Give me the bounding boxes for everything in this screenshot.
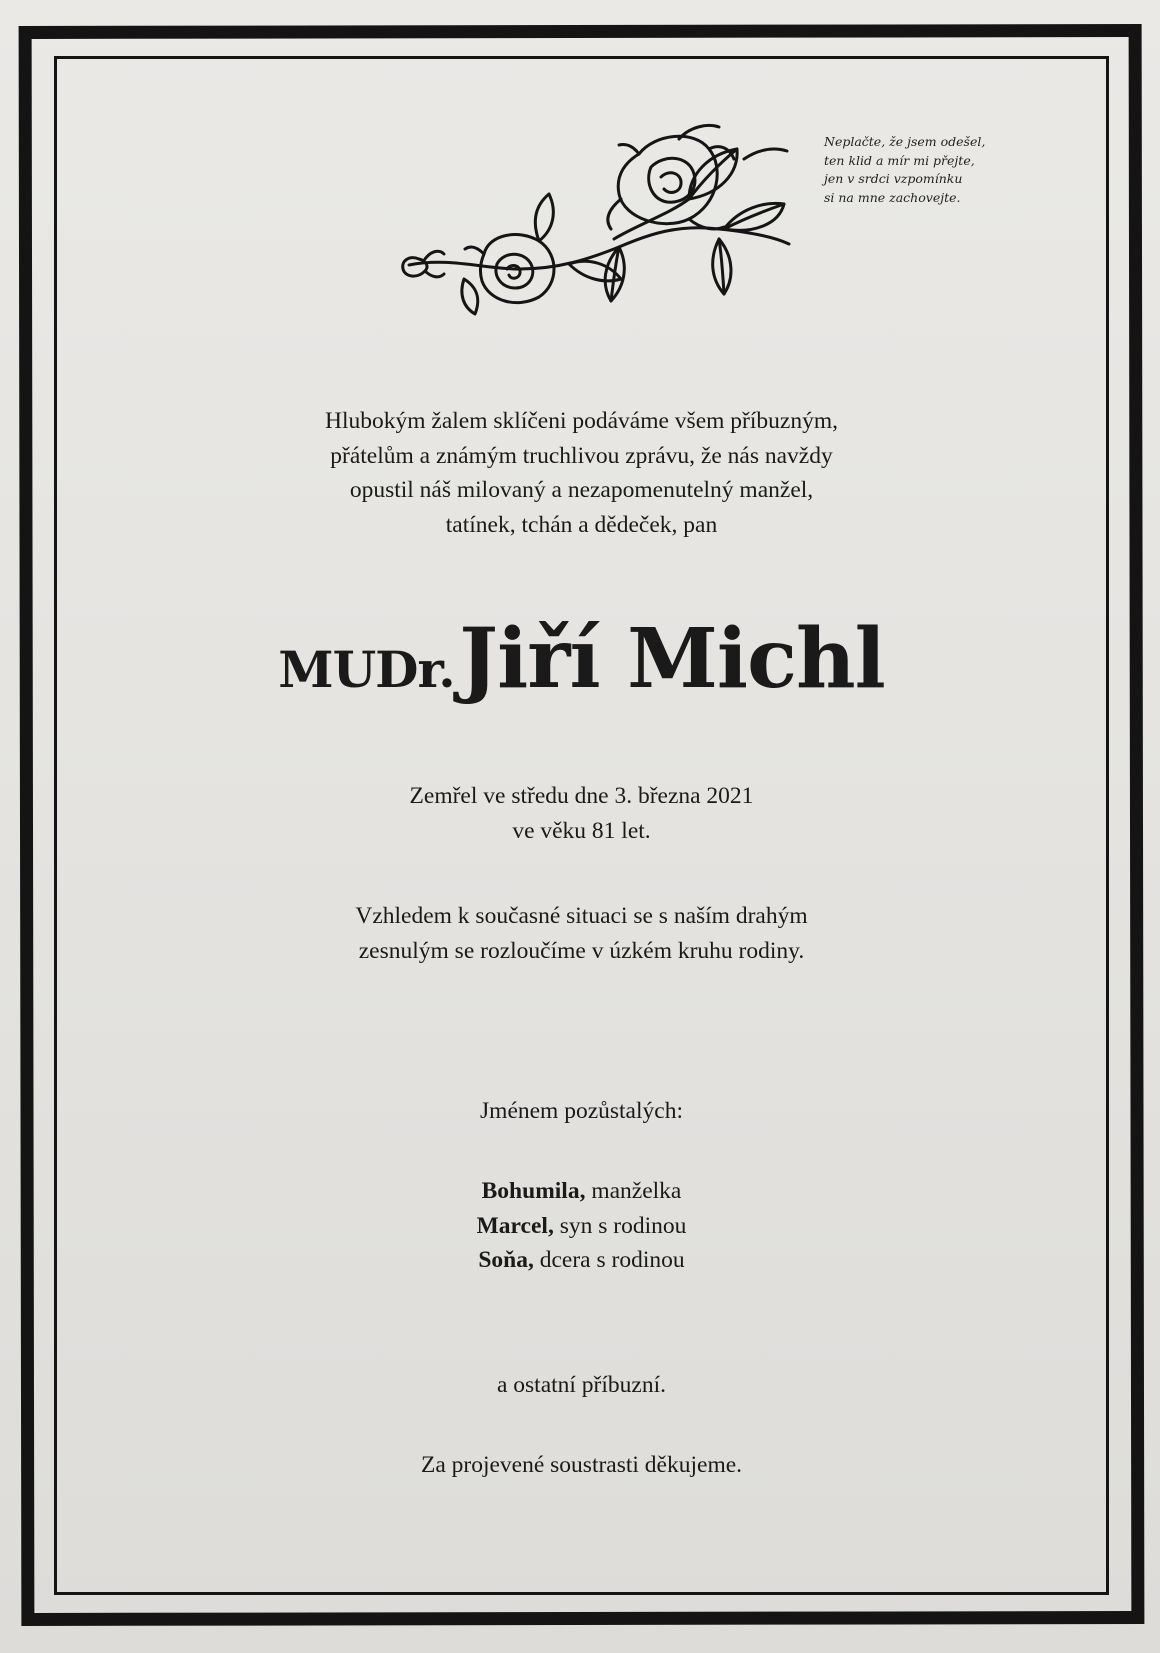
obituary-content xyxy=(54,56,1109,1595)
poem-line: jen v srdci vzpomínku xyxy=(824,171,963,186)
survivor-name: Bohumila, xyxy=(481,1178,586,1204)
survivor-item xyxy=(54,1243,1109,1278)
survivor-name: Marcel, xyxy=(476,1212,554,1239)
survivor-item xyxy=(54,1174,1109,1209)
intro-line: Hlubokým žalem sklíčeni podáváme všem příbuzným, xyxy=(325,408,838,434)
death-line: Zemřel ve středu dne 3. března 2021 xyxy=(409,783,754,809)
survivor-item xyxy=(54,1209,1109,1244)
intro-line: tatínek, tchán a dědeček, pan xyxy=(445,511,718,538)
intro-line: přátelům a známým truchlivou zprávu, že nás navždy xyxy=(330,442,833,469)
farewell-note xyxy=(54,899,1109,968)
death-line: ve věku 81 let. xyxy=(512,817,651,844)
deceased-name-heading xyxy=(54,611,1109,707)
survivor-name: Soňa, xyxy=(478,1247,534,1273)
survivor-relation: manželka xyxy=(585,1178,682,1204)
poem-line: Neplačte, že jsem odešel, xyxy=(824,134,986,149)
survivors-list xyxy=(54,1174,1109,1278)
deceased-name: Jiří Michl xyxy=(459,611,885,707)
intro-paragraph xyxy=(54,404,1109,542)
poem-verse xyxy=(824,133,1064,207)
intro-line: opustil náš milovaný a nezapomenutelný manžel, xyxy=(349,477,814,503)
poem-line: ten klid a mír mi přejte, xyxy=(824,152,975,168)
deceased-title: MUDr. xyxy=(278,640,455,699)
thanks-note: Za projevené soustrasti děkujeme. xyxy=(420,1452,743,1478)
rose-branch-icon xyxy=(389,119,829,389)
survivor-relation: dcera s rodinou xyxy=(533,1247,685,1273)
survivor-relation: syn s rodinou xyxy=(553,1212,687,1239)
on-behalf-heading: Jménem pozůstalých: xyxy=(480,1098,683,1124)
farewell-line: Vzhledem k současné situaci se s naším drahým xyxy=(355,903,808,929)
other-relatives: a ostatní příbuzní. xyxy=(496,1372,667,1398)
death-details xyxy=(54,779,1109,848)
farewell-line: zesnulým se rozloučíme v úzkém kruhu rodiny. xyxy=(358,937,805,964)
poem-line: si na mne zachovejte. xyxy=(824,189,961,205)
